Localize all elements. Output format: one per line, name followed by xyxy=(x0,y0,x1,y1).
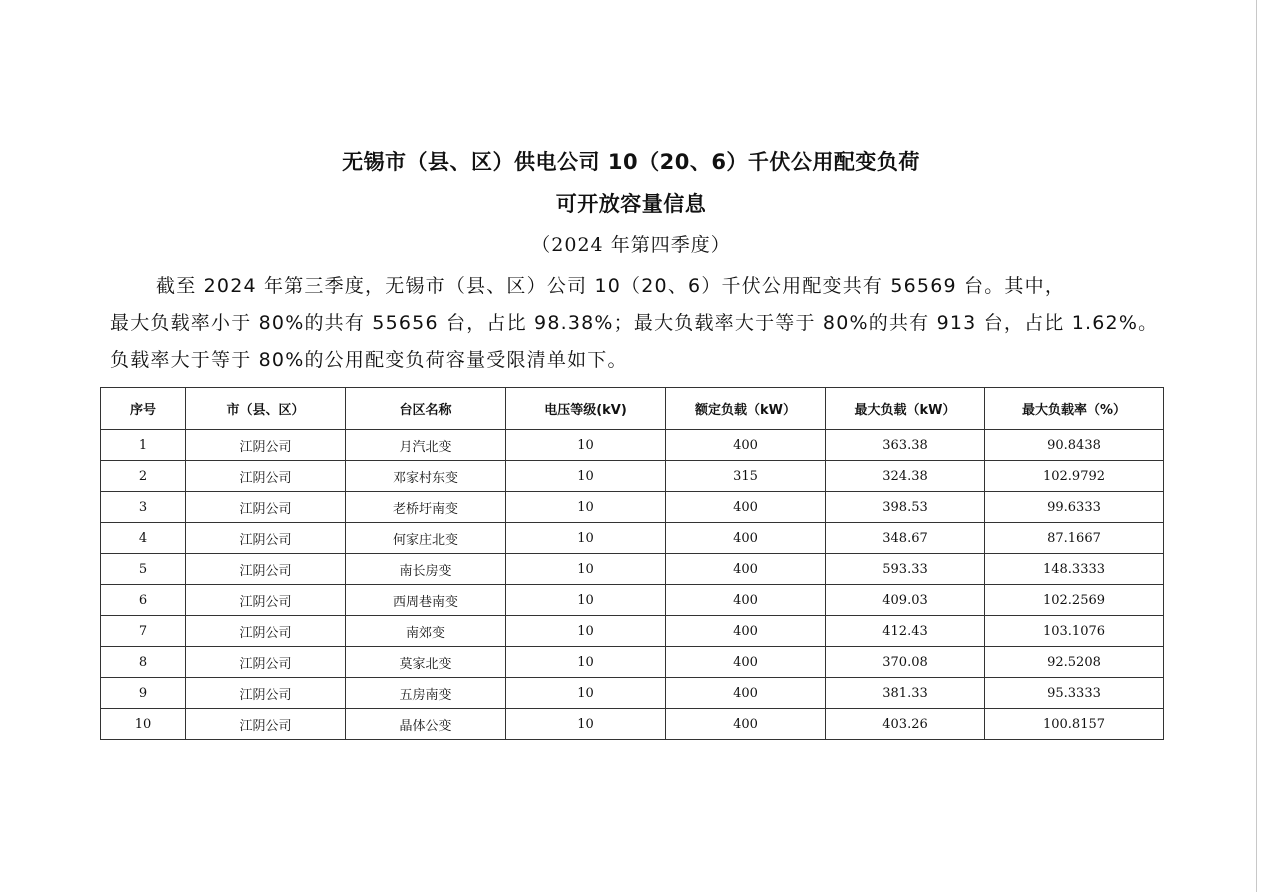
table-row xyxy=(101,430,1164,461)
cell-index: 9 xyxy=(101,678,186,709)
document-subtitle: （2024 年第四季度） xyxy=(531,234,731,256)
cell-index: 10 xyxy=(101,709,186,740)
cell-rated-load: 400 xyxy=(666,585,826,616)
paragraph-line-2: 最大负载率小于 80%的共有 55656 台，占比 98.38%；最大负载率大于等于 80%的共有 913 台，占比 1.62%。 xyxy=(110,312,1159,334)
table-row xyxy=(101,461,1164,492)
header-cell: 最大负载（kW） xyxy=(826,388,985,430)
cell-max-load-rate: 99.6333 xyxy=(985,492,1164,523)
cell-max-load-rate: 102.9792 xyxy=(985,461,1164,492)
cell-region: 江阴公司 xyxy=(186,647,346,678)
cell-region: 江阴公司 xyxy=(186,430,346,461)
cell-max-load-rate: 95.3333 xyxy=(985,678,1164,709)
cell-max-load: 324.38 xyxy=(826,461,985,492)
cell-station-name: 五房南变 xyxy=(346,678,506,709)
cell-region: 江阴公司 xyxy=(186,678,346,709)
header-cell: 额定负载（kW） xyxy=(666,388,826,430)
header-cell: 最大负载率（%） xyxy=(985,388,1164,430)
cell-index: 1 xyxy=(101,430,186,461)
table-row xyxy=(101,616,1164,647)
restricted-transformer-table xyxy=(100,387,1164,740)
cell-rated-load: 400 xyxy=(666,523,826,554)
cell-index: 8 xyxy=(101,647,186,678)
cell-index: 2 xyxy=(101,461,186,492)
cell-index: 7 xyxy=(101,616,186,647)
table-row xyxy=(101,647,1164,678)
cell-region: 江阴公司 xyxy=(186,461,346,492)
cell-station-name: 老桥圩南变 xyxy=(346,492,506,523)
table-row xyxy=(101,709,1164,740)
cell-rated-load: 400 xyxy=(666,616,826,647)
header-cell: 序号 xyxy=(101,388,186,430)
cell-region: 江阴公司 xyxy=(186,523,346,554)
cell-max-load: 348.67 xyxy=(826,523,985,554)
cell-rated-load: 400 xyxy=(666,430,826,461)
cell-station-name: 何家庄北变 xyxy=(346,523,506,554)
table-header-row xyxy=(101,388,1164,430)
cell-max-load: 381.33 xyxy=(826,678,985,709)
cell-max-load-rate: 148.3333 xyxy=(985,554,1164,585)
summary-paragraph xyxy=(110,268,1160,379)
cell-rated-load: 315 xyxy=(666,461,826,492)
cell-voltage: 10 xyxy=(506,678,666,709)
cell-station-name: 西周巷南变 xyxy=(346,585,506,616)
cell-voltage: 10 xyxy=(506,492,666,523)
paragraph-line-1: 截至 2024 年第三季度，无锡市（县、区）公司 10（20、6）千伏公用配变共有 56569 台。其中， xyxy=(156,275,1066,297)
cell-index: 5 xyxy=(101,554,186,585)
cell-station-name: 月汽北变 xyxy=(346,430,506,461)
cell-region: 江阴公司 xyxy=(186,616,346,647)
cell-rated-load: 400 xyxy=(666,554,826,585)
cell-index: 3 xyxy=(101,492,186,523)
cell-max-load-rate: 100.8157 xyxy=(985,709,1164,740)
cell-voltage: 10 xyxy=(506,461,666,492)
cell-region: 江阴公司 xyxy=(186,585,346,616)
page-edge-line xyxy=(1256,0,1257,892)
cell-voltage: 10 xyxy=(506,585,666,616)
cell-station-name: 南郊变 xyxy=(346,616,506,647)
cell-max-load: 593.33 xyxy=(826,554,985,585)
table-row xyxy=(101,678,1164,709)
cell-voltage: 10 xyxy=(506,554,666,585)
cell-voltage: 10 xyxy=(506,430,666,461)
document-title-line-2: 可开放容量信息 xyxy=(555,192,707,216)
cell-voltage: 10 xyxy=(506,523,666,554)
cell-station-name: 莫家北变 xyxy=(346,647,506,678)
cell-region: 江阴公司 xyxy=(186,492,346,523)
cell-index: 4 xyxy=(101,523,186,554)
table-row xyxy=(101,523,1164,554)
cell-rated-load: 400 xyxy=(666,492,826,523)
cell-max-load: 370.08 xyxy=(826,647,985,678)
document-title-line-1: 无锡市（县、区）供电公司 10（20、6）千伏公用配变负荷 xyxy=(342,150,920,174)
cell-max-load: 398.53 xyxy=(826,492,985,523)
header-cell: 市（县、区） xyxy=(186,388,346,430)
paragraph-line-3: 负载率大于等于 80%的公用配变负荷容量受限清单如下。 xyxy=(110,349,628,371)
header-cell: 台区名称 xyxy=(346,388,506,430)
cell-max-load-rate: 103.1076 xyxy=(985,616,1164,647)
table-row xyxy=(101,492,1164,523)
cell-max-load: 363.38 xyxy=(826,430,985,461)
cell-rated-load: 400 xyxy=(666,647,826,678)
cell-region: 江阴公司 xyxy=(186,709,346,740)
cell-max-load: 412.43 xyxy=(826,616,985,647)
cell-station-name: 南长房变 xyxy=(346,554,506,585)
cell-voltage: 10 xyxy=(506,709,666,740)
cell-max-load-rate: 92.5208 xyxy=(985,647,1164,678)
table-row xyxy=(101,585,1164,616)
cell-voltage: 10 xyxy=(506,616,666,647)
cell-station-name: 邓家村东变 xyxy=(346,461,506,492)
cell-station-name: 晶体公变 xyxy=(346,709,506,740)
cell-voltage: 10 xyxy=(506,647,666,678)
cell-rated-load: 400 xyxy=(666,678,826,709)
cell-region: 江阴公司 xyxy=(186,554,346,585)
cell-rated-load: 400 xyxy=(666,709,826,740)
cell-max-load-rate: 102.2569 xyxy=(985,585,1164,616)
cell-index: 6 xyxy=(101,585,186,616)
cell-max-load: 409.03 xyxy=(826,585,985,616)
table-row xyxy=(101,554,1164,585)
header-cell: 电压等级(kV) xyxy=(506,388,666,430)
cell-max-load: 403.26 xyxy=(826,709,985,740)
cell-max-load-rate: 90.8438 xyxy=(985,430,1164,461)
cell-max-load-rate: 87.1667 xyxy=(985,523,1164,554)
